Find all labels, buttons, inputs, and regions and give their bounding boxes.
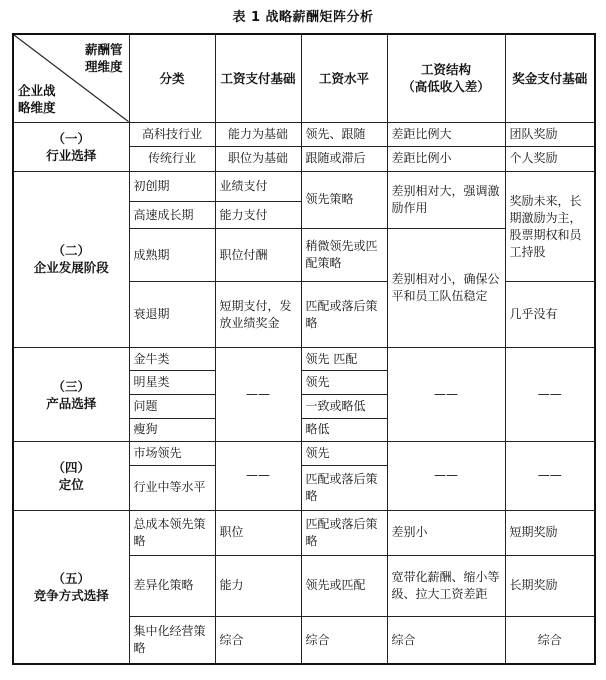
basis-cell: 能力支付 — [215, 202, 301, 229]
level-cell: 匹配或落后策略 — [301, 510, 387, 555]
basis-cell: —— — [215, 347, 301, 441]
level-cell: 匹配或落后策略 — [301, 282, 387, 348]
bonus-cell: —— — [505, 347, 595, 441]
category-cell: 传统行业 — [129, 147, 215, 172]
level-cell: 匹配或落后策略 — [301, 465, 387, 510]
table-row — [13, 347, 595, 371]
structure-cell: 差距比例大 — [387, 122, 505, 147]
basis-cell: 职位 — [215, 510, 301, 555]
level-cell: 一致或略低 — [301, 395, 387, 419]
structure-cell: 差别相对大，强调激励作用 — [387, 171, 505, 228]
structure-cell: 宽带化薪酬、缩小等级、拉大工资差距 — [387, 555, 505, 616]
bonus-cell: 综合 — [505, 617, 595, 664]
header-structure: 工资结构 （高低收入差） — [387, 34, 505, 122]
basis-cell: 职位为基础 — [215, 147, 301, 172]
bonus-cell: —— — [505, 442, 595, 511]
bonus-cell: 几乎没有 — [505, 282, 595, 348]
structure-cell: —— — [387, 442, 505, 511]
table-row — [13, 510, 595, 555]
basis-cell: 综合 — [215, 617, 301, 664]
category-cell: 市场领先 — [129, 442, 215, 466]
basis-cell: 能力 — [215, 555, 301, 616]
category-cell: 行业中等水平 — [129, 465, 215, 510]
basis-cell: 职位付酬 — [215, 229, 301, 282]
level-cell: 领先 — [301, 371, 387, 395]
category-cell: 明星类 — [129, 371, 215, 395]
basis-cell: 能力为基础 — [215, 122, 301, 147]
level-cell: 跟随或滞后 — [301, 147, 387, 172]
diag-top-label: 薪酬管 理维度 — [84, 42, 123, 74]
level-cell: 综合 — [301, 617, 387, 664]
structure-cell: 差别相对小，确保公平和员工队伍稳定 — [387, 229, 505, 348]
dimension-cell: （一） 行业选择 — [13, 122, 129, 171]
header-level: 工资水平 — [301, 34, 387, 122]
category-cell: 高科技行业 — [129, 122, 215, 147]
bonus-cell: 短期奖励 — [505, 510, 595, 555]
header-category: 分类 — [129, 34, 215, 122]
dimension-cell: （三） 产品选择 — [13, 347, 129, 441]
dimension-cell: （二） 企业发展阶段 — [13, 171, 129, 347]
structure-cell: 差别小 — [387, 510, 505, 555]
header-bonus: 奖金支付基础 — [505, 34, 595, 122]
bonus-cell: 长期奖励 — [505, 555, 595, 616]
dimension-cell: （四） 定位 — [13, 442, 129, 511]
category-cell: 差异化策略 — [129, 555, 215, 616]
bonus-cell: 团队奖励 — [505, 122, 595, 147]
level-cell: 略低 — [301, 418, 387, 442]
table-caption: 表 1 战略薪酬矩阵分析 — [232, 10, 374, 25]
bonus-cell: 奖励未来，长期激励为主，股票期权和员工持股 — [505, 171, 595, 282]
category-cell: 金牛类 — [129, 347, 215, 371]
header-basis: 工资支付基础 — [215, 34, 301, 122]
bonus-cell: 个人奖励 — [505, 147, 595, 172]
category-cell: 总成本领先策略 — [129, 510, 215, 555]
level-cell: 领先策略 — [301, 171, 387, 228]
category-cell: 衰退期 — [129, 282, 215, 348]
dimension-cell: （五） 竞争方式选择 — [13, 510, 129, 664]
strategic-pay-matrix-table — [12, 33, 596, 665]
table-row — [13, 122, 595, 147]
diag-bottom-label: 企业战 略维度 — [18, 82, 56, 115]
structure-cell: 差距比例小 — [387, 147, 505, 172]
structure-cell: 综合 — [387, 617, 505, 664]
category-cell: 问题 — [129, 395, 215, 419]
table-row — [13, 171, 595, 202]
category-cell: 集中化经营策略 — [129, 617, 215, 664]
structure-cell: —— — [387, 347, 505, 441]
level-cell: 领先 匹配 — [301, 347, 387, 371]
basis-cell: 短期支付，发放业绩奖金 — [215, 282, 301, 348]
table-row — [13, 442, 595, 466]
diagonal-header-cell — [13, 34, 129, 122]
category-cell: 高速成长期 — [129, 202, 215, 229]
level-cell: 领先或匹配 — [301, 555, 387, 616]
category-cell: 初创期 — [129, 171, 215, 202]
category-cell: 成熟期 — [129, 229, 215, 282]
basis-cell: 业绩支付 — [215, 171, 301, 202]
category-cell: 瘦狗 — [129, 418, 215, 442]
basis-cell: —— — [215, 442, 301, 511]
level-cell: 稍微领先或匹配策略 — [301, 229, 387, 282]
level-cell: 领先、跟随 — [301, 122, 387, 147]
level-cell: 领先 — [301, 442, 387, 466]
header-row — [13, 34, 595, 122]
